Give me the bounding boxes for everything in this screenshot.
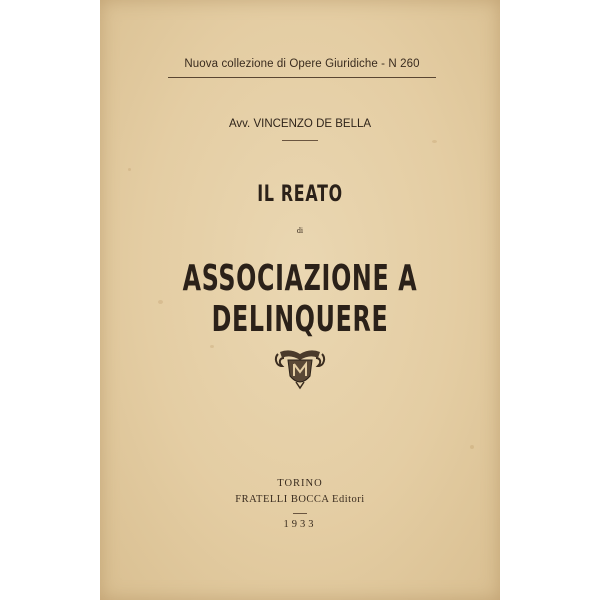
paper-stain: [470, 445, 474, 449]
book-cover: [100, 0, 500, 600]
publisher-city: TORINO: [277, 478, 323, 489]
title-connector: di: [296, 226, 304, 235]
publisher-emblem-icon: [272, 346, 328, 390]
header-rule: [168, 77, 436, 78]
publisher-name: FRATELLI BOCCA Editori: [235, 494, 365, 505]
paper-stain: [128, 168, 131, 171]
paper-stain: [158, 300, 163, 304]
author-rule: [282, 140, 318, 141]
paper-stain: [210, 345, 214, 348]
title-line-2: ASSOCIAZIONE A DELINQUERE: [182, 258, 418, 340]
series-header: Nuova collezione di Opere Giuridiche - N 260: [184, 58, 420, 70]
publication-year: 1933: [283, 519, 317, 530]
publisher-rule: [293, 513, 307, 514]
author-name: Avv. VINCENZO DE BELLA: [228, 118, 372, 130]
title-line-1: IL REATO: [257, 182, 343, 207]
paper-stain: [432, 140, 437, 143]
